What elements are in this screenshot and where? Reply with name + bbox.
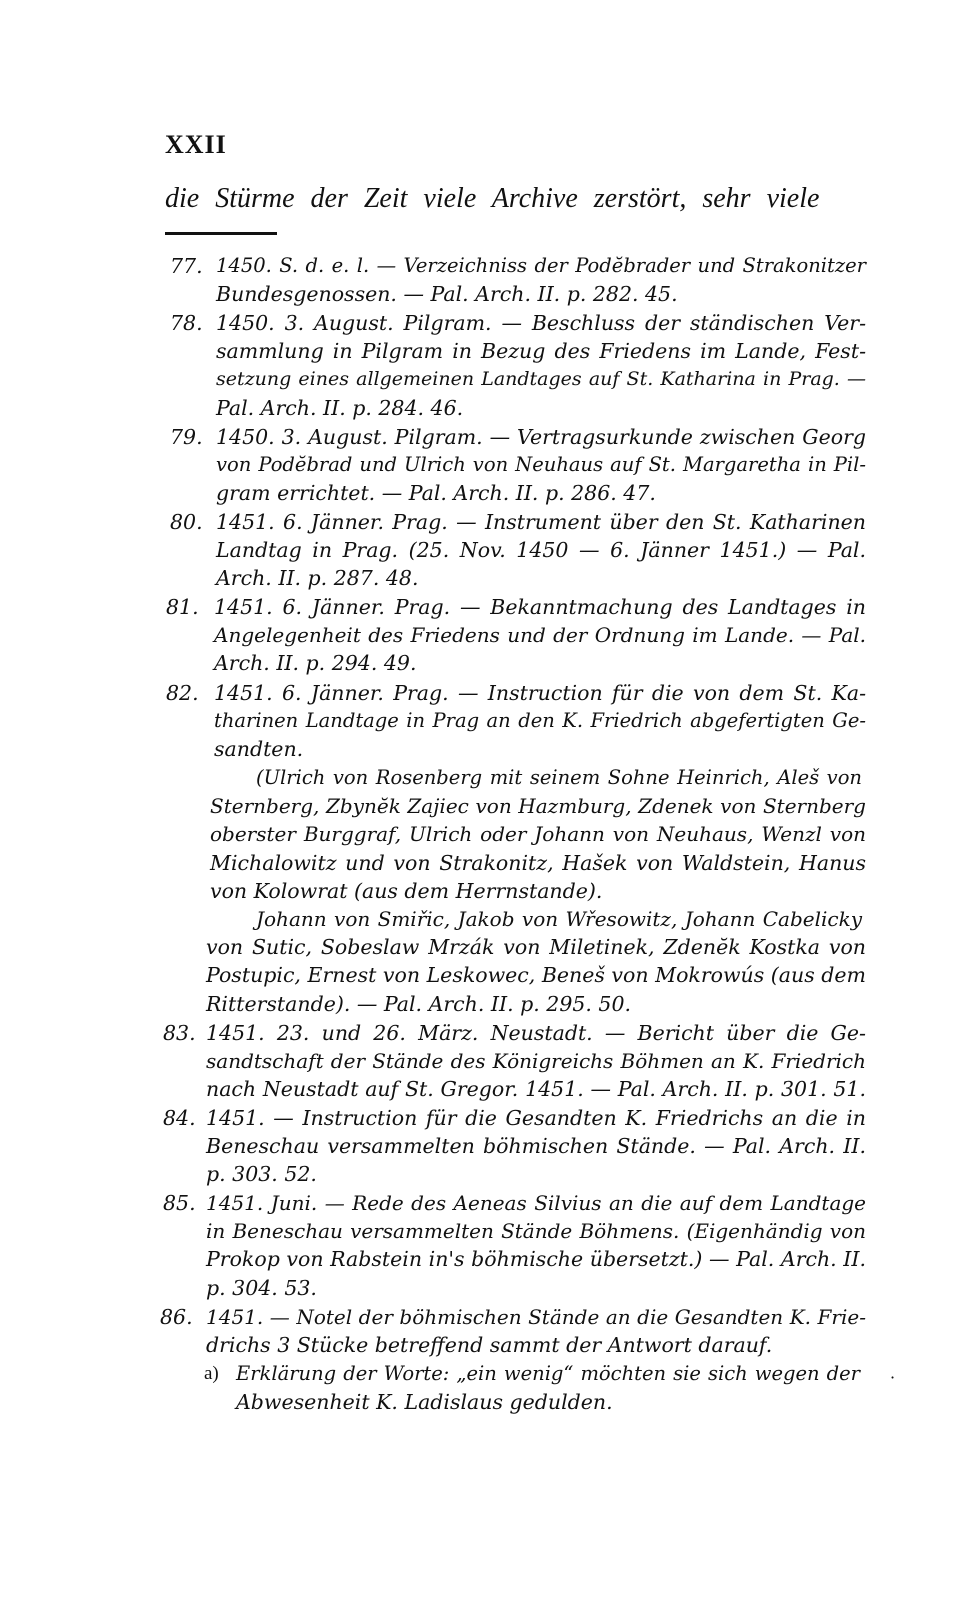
entry-line: von Kolowrat (aus dem Herrnstande). — [210, 879, 603, 903]
entry-line: in Beneschau versammelten Stände Böhmens. (Eigenhändig von — [206, 1219, 866, 1243]
entry-line: 1451. — Notel der böhmischen Stände an die Gesandten K. Frie- — [206, 1305, 866, 1329]
entry-line: tharinen Landtage in Prag an den K. Friedrich abgefertigten Ge- — [214, 709, 866, 732]
entry-line: sammlung in Pilgram in Bezug des Friedens im Lande, Fest- — [216, 339, 866, 363]
entry-line: p. 304. 53. — [206, 1276, 317, 1300]
entry-number: 78. — [170, 311, 203, 335]
entry-line: 1451. 6. Jänner. Prag. — Instruction für die von dem St. Ka- — [214, 681, 866, 705]
entry-number: 82. — [166, 681, 199, 705]
entry-number: 79. — [170, 425, 203, 449]
entry-line: Arch. II. p. 287. 48. — [216, 566, 419, 590]
entry-line: 1450. 3. August. Pilgram. — Beschluss der ständischen Ver- — [216, 311, 866, 335]
entry-line: Michalowitz und von Strakonitz, Hašek von Waldstein, Hanus — [210, 851, 866, 875]
margin-mark: · — [890, 1368, 896, 1387]
entry-line: von Sutic, Sobeslaw Mrzák von Miletinek, Zdenĕk Kostka von — [206, 935, 866, 959]
entry-number: 81. — [166, 595, 199, 619]
separator-rule — [165, 232, 277, 235]
entry-number: 84. — [163, 1106, 196, 1130]
entry-line: drichs 3 Stücke betreffend sammt der Antwort darauf. — [206, 1333, 773, 1357]
entry-line: Pal. Arch. II. p. 284. 46. — [216, 396, 464, 420]
entry-line: Johann von Smiřic, Jakob von Wřesowitz, Johann Cabelicky — [256, 907, 862, 931]
entry-line: Prokop von Rabstein in's böhmische übersetzt.) — Pal. Arch. II. — [206, 1247, 866, 1271]
subitem-line: Abwesenheit K. Ladislaus gedulden. — [236, 1390, 613, 1414]
subitem-line: Erklärung der Worte: „ein wenig“ möchten sie sich wegen der — [236, 1362, 860, 1385]
entry-line: 1451. 23. und 26. März. Neustadt. — Bericht über die Ge- — [206, 1021, 866, 1045]
entry-line: Angelegenheit des Friedens und der Ordnung im Lande. — Pal. — [214, 623, 866, 647]
entry-line: Ritterstande). — Pal. Arch. II. p. 295. 50. — [206, 992, 632, 1016]
entry-line: von Podĕbrad und Ulrich von Neuhaus auf St. Margaretha in Pil- — [216, 453, 866, 476]
entry-number: 86. — [160, 1305, 193, 1329]
entry-line: Landtag in Prag. (25. Nov. 1450 — 6. Jänner 1451.) — Pal. — [216, 538, 866, 562]
entry-number: 83. — [163, 1021, 196, 1045]
entry-line: 1450. S. d. e. l. — Verzeichniss der Podĕbrader und Strakonitzer — [216, 254, 866, 277]
entry-line: nach Neustadt auf St. Gregor. 1451. — Pal. Arch. II. p. 301. 51. — [206, 1077, 866, 1101]
entry-line: 1451. Juni. — Rede des Aeneas Silvius an die auf dem Landtage — [206, 1191, 866, 1215]
entry-line: 1451. 6. Jänner. Prag. — Instrument über den St. Katharinen — [216, 510, 866, 534]
entry-line: setzung eines allgemeinen Landtages auf St. Katharina in Prag. — — [216, 368, 866, 390]
entry-number: 85. — [163, 1191, 196, 1215]
entry-line: Bundesgenossen. — Pal. Arch. II. p. 282. 45. — [216, 282, 678, 306]
entry-line: 1450. 3. August. Pilgram. — Vertragsurkunde zwischen Georg — [216, 425, 866, 449]
subitem-marker: a) — [204, 1363, 219, 1384]
entry-number: 77. — [170, 254, 203, 278]
entry-line: (Ulrich von Rosenberg mit seinem Sohne Heinrich, Aleš von — [256, 766, 862, 789]
page-number: XXII — [165, 130, 227, 159]
entry-line: p. 303. 52. — [206, 1162, 317, 1186]
entry-line: 1451. — Instruction für die Gesandten K. Friedrichs an die in — [206, 1106, 866, 1130]
running-text-line: die Stürme der Zeit viele Archive zerstört, sehr viele — [165, 183, 820, 214]
entry-line: Sternberg, Zbynĕk Zajiec von Hazmburg, Zdenek von Sternberg — [210, 794, 866, 818]
entry-line: oberster Burggraf, Ulrich oder Johann von Neuhaus, Wenzl von — [210, 822, 866, 846]
entry-line: sandtschaft der Stände des Königreichs Böhmen an K. Friedrich — [206, 1049, 866, 1073]
entry-line: sandten. — [214, 737, 304, 761]
entry-line: Arch. II. p. 294. 49. — [214, 651, 417, 675]
entry-line: Beneschau versammelten böhmischen Stände. — Pal. Arch. II. — [206, 1134, 866, 1158]
entry-number: 80. — [170, 510, 203, 534]
entry-line: gram errichtet. — Pal. Arch. II. p. 286. 47. — [216, 481, 656, 505]
entry-line: 1451. 6. Jänner. Prag. — Bekanntmachung des Landtages in — [214, 595, 866, 619]
entry-line: Postupic, Ernest von Leskowec, Beneš von Mokrowús (aus dem — [206, 963, 866, 987]
